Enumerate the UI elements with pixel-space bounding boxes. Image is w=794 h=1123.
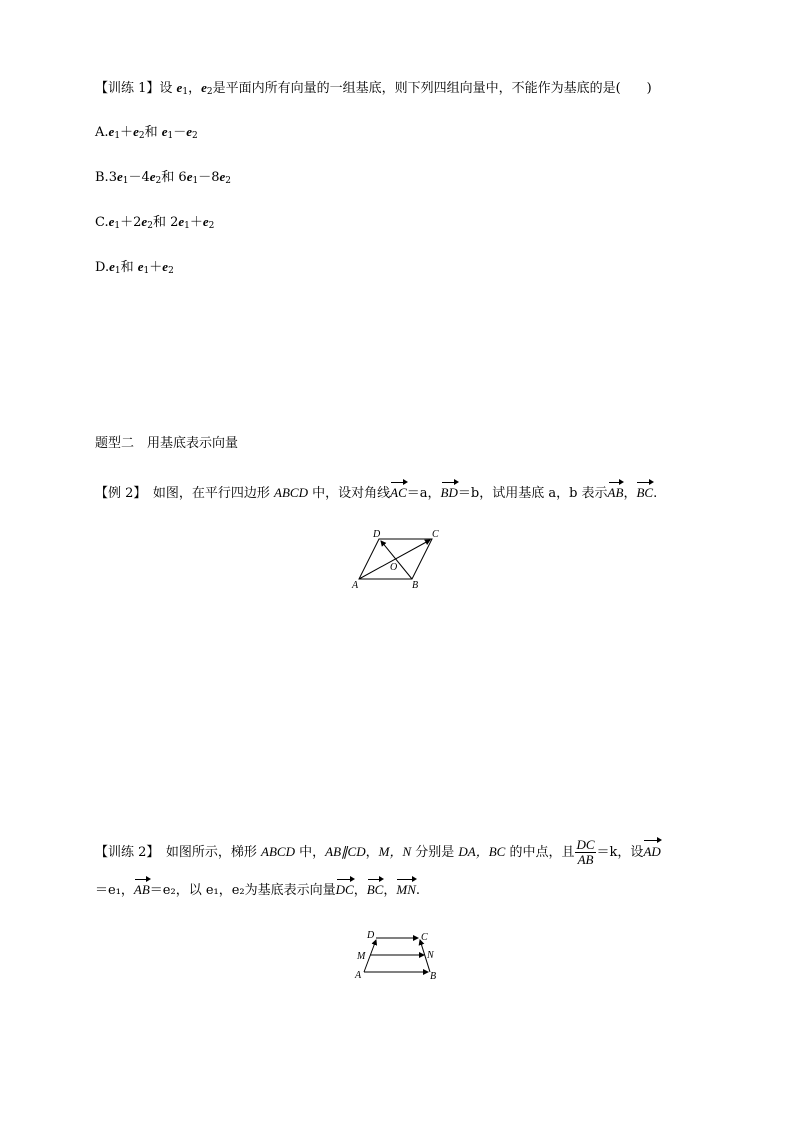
practice1-tag: 【训练 1】 (95, 81, 160, 96)
practice2-line2: ＝e₁，AB＝e₂，以 e₁，e₂为基底表示向量DC，BC，MN. (95, 882, 421, 898)
option-d[interactable]: $D.e_1$和 $e_1+e_2$ (95, 259, 174, 276)
label-a: A (355, 970, 362, 981)
option-a[interactable]: $A.e_1+e_2$和 $e_1-e_2$ (95, 124, 198, 141)
example2-text: 【例 2】 如图，在平行四边形 ABCD 中，设对角线AC＝a，BD＝b，试用基底 a，b 表示AB，BC. (95, 485, 658, 501)
label-m: M (357, 951, 366, 962)
label-b: B (412, 580, 419, 591)
label-a: A (352, 580, 359, 591)
example2-tag: 【例 2】 (95, 486, 140, 501)
option-b[interactable]: $B.3e_1-4e_2$和 $6e_1-8e_2$ (95, 169, 231, 186)
label-d: D (367, 930, 375, 941)
practice1-stem: 【训练 1】设 $e_1$，$e_2$是平面内所有向量的一组基底，则下列四组向量中，不能作为基底的是( ) (95, 80, 652, 97)
practice2-line1: 【训练 2】 如图所示，梯形 ABCD 中，AB∥CD，M，N 分别是 DA，BC 的中点，且 $\frac{DC}{AB}$ ＝k，设AD (95, 837, 661, 867)
trapezoid-figure (350, 928, 445, 983)
side-ad (364, 940, 376, 972)
section-title: 题型二 用基底表示向量 (95, 436, 239, 451)
label-d: D (373, 529, 381, 540)
label-b: B (430, 971, 437, 982)
option-c[interactable]: $C.e_1+2e_2$和 $2e_1+e_2$ (95, 214, 215, 231)
practice2-tag: 【训练 2】 (95, 845, 153, 860)
label-n: N (427, 950, 434, 961)
diagonal-bd (381, 541, 412, 579)
label-o: O (390, 562, 398, 573)
diagonal-ac (359, 540, 430, 579)
label-c: C (421, 932, 428, 943)
parallelogram-figure (340, 525, 450, 593)
fraction-dc-ab: $\frac{DC}{AB}$ (576, 837, 595, 867)
label-c: C (432, 529, 439, 540)
